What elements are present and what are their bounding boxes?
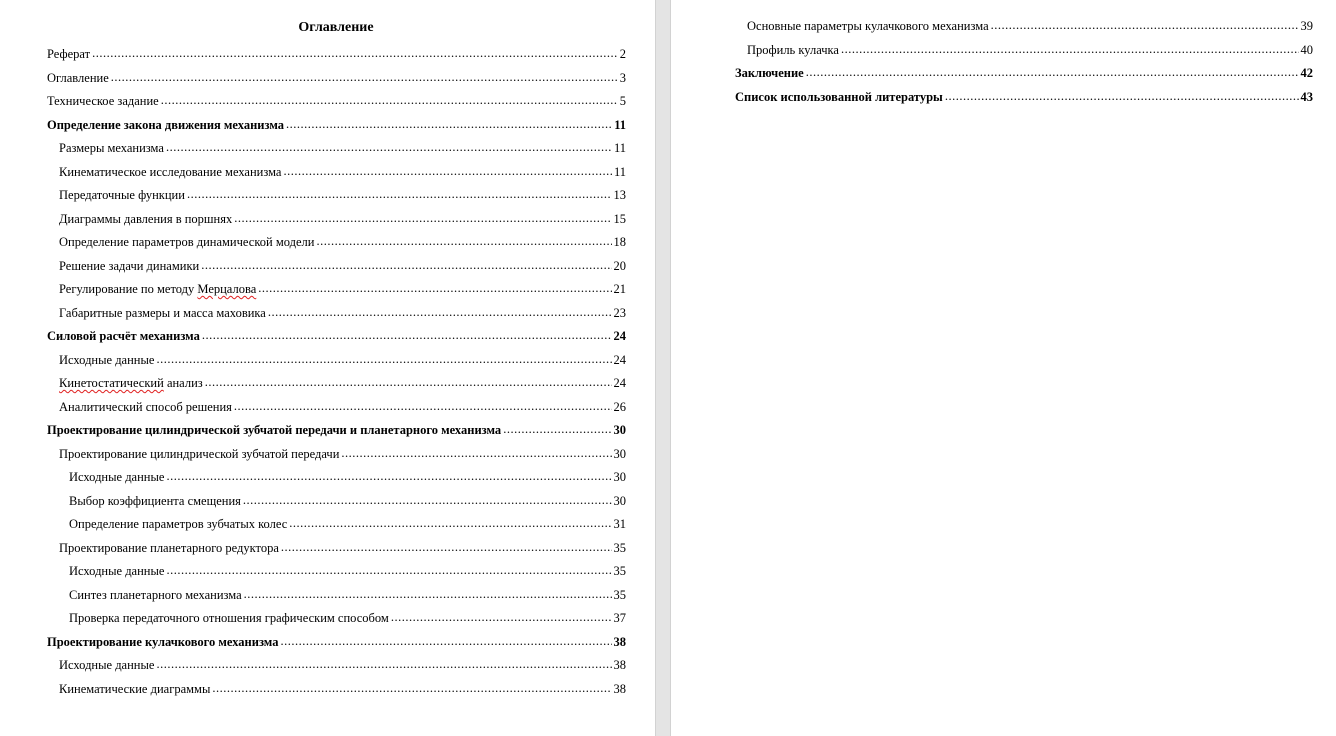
toc-chapter-entry[interactable]: [47, 420, 626, 444]
toc-entry[interactable]: [47, 373, 626, 397]
toc-entry-text: Техническое задание: [47, 94, 159, 108]
toc-entry-page: 24: [613, 376, 626, 390]
toc-entry[interactable]: [47, 279, 626, 303]
toc-entry[interactable]: [47, 397, 626, 421]
toc-entry-text: [59, 279, 256, 299]
toc-leader-dots: [945, 86, 1299, 106]
toc-entry[interactable]: [47, 561, 626, 585]
toc-entry-text: Размеры механизма: [59, 141, 164, 155]
toc-entry-text: Определение параметров зубчатых колес: [69, 517, 288, 531]
toc-leader-dots: [166, 137, 612, 157]
toc-entry[interactable]: [47, 44, 626, 68]
toc-leader-dots: [201, 255, 611, 275]
toc-entry-page: 20: [613, 258, 626, 273]
toc-leader-dots: [289, 513, 611, 533]
toc-entry[interactable]: [47, 655, 626, 679]
toc-entry-page: 38: [613, 658, 626, 672]
toc-entry-page: 11: [613, 141, 626, 155]
toc-entry-text: Проектирование цилиндрической зубчатой передачи: [59, 446, 340, 461]
toc-leader-dots: [244, 584, 612, 604]
toc-entry-text: Силовой расчёт механизма: [47, 329, 200, 343]
toc-leader-dots: [391, 607, 612, 627]
toc-entry-text: Диаграммы давления в поршнях: [59, 211, 233, 226]
toc-entry-page: 35: [613, 564, 626, 578]
toc-entry[interactable]: [47, 162, 626, 186]
toc-entry-page: 30: [613, 493, 626, 508]
toc-entry-text: Основные параметры кулачкового механизма: [747, 19, 989, 33]
toc-entry-text: Список использованной литературы: [735, 89, 943, 104]
toc-entry-page: 21: [613, 282, 626, 296]
toc-leader-dots: [166, 466, 611, 486]
toc-entry-text: Определение закона движения механизма: [47, 117, 284, 132]
toc-entry[interactable]: [47, 491, 626, 515]
toc-leader-dots: [111, 67, 618, 87]
toc-list-left: [47, 44, 626, 702]
toc-entry[interactable]: [47, 679, 626, 703]
toc-entry-text: Оглавление: [47, 70, 109, 85]
toc-entry-page: 38: [613, 681, 626, 696]
toc-leader-dots: [234, 208, 611, 228]
toc-entry-text: Синтез планетарного механизма: [69, 587, 242, 602]
toc-entry[interactable]: [47, 185, 626, 209]
toc-leader-dots: [243, 490, 612, 510]
toc-leader-dots: [156, 349, 611, 369]
toc-entry-text: Аналитический способ решения: [59, 399, 232, 414]
toc-entry-page: 11: [613, 164, 626, 179]
toc-entry-page: 11: [614, 117, 626, 132]
toc-leader-dots: [841, 39, 1299, 59]
toc-entry-text: Исходные данные: [59, 658, 155, 672]
toc-entry-text: Проектирование планетарного редуктора: [59, 540, 279, 555]
toc-entry-page: 24: [613, 329, 626, 343]
toc-entry[interactable]: [47, 538, 626, 562]
toc-entry-text: Габаритные размеры и масса маховика: [59, 305, 266, 320]
toc-chapter-entry[interactable]: [735, 87, 1313, 111]
toc-list-right: [735, 16, 1313, 110]
toc-entry-page: 35: [613, 540, 626, 555]
toc-entry-page: 38: [613, 634, 626, 649]
toc-entry-text: Кинематическое исследование механизма: [59, 164, 282, 179]
toc-entry[interactable]: [47, 256, 626, 280]
toc-entry-text-plain: Регулирование по методу: [59, 282, 198, 296]
toc-leader-dots: [205, 372, 612, 392]
toc-entry[interactable]: [47, 350, 626, 374]
toc-chapter-entry[interactable]: [47, 115, 626, 139]
toc-leader-dots: [991, 15, 1299, 35]
toc-entry[interactable]: [47, 209, 626, 233]
toc-entry[interactable]: [735, 40, 1313, 64]
toc-entry-page: 40: [1300, 42, 1313, 57]
toc-entry-text: [59, 373, 203, 393]
toc-entry-text: Проверка передаточного отношения графическим способом: [69, 611, 389, 625]
toc-leader-dots: [156, 654, 611, 674]
toc-entry[interactable]: [47, 303, 626, 327]
toc-entry-page: 26: [613, 399, 626, 414]
toc-entry[interactable]: [47, 514, 626, 538]
toc-entry-text: Проектирование цилиндрической зубчатой передачи и планетарного механизма: [47, 423, 502, 437]
toc-entry-text: Исходные данные: [59, 352, 155, 367]
toc-entry-text: Исходные данные: [69, 564, 165, 578]
toc-entry[interactable]: [735, 16, 1313, 40]
toc-chapter-entry[interactable]: [47, 326, 626, 350]
toc-entry-page: 30: [613, 470, 626, 484]
toc-entry-text: Передаточные функции: [59, 188, 185, 202]
toc-entry-text-plain: анализ: [163, 376, 203, 390]
document-page-right: [671, 0, 1336, 736]
toc-entry[interactable]: [47, 467, 626, 491]
toc-leader-dots: [341, 443, 611, 463]
toc-entry-text: Реферат: [47, 47, 91, 61]
toc-entry-page: 2: [619, 47, 626, 61]
toc-leader-dots: [202, 325, 612, 345]
toc-entry-page: 35: [613, 587, 626, 602]
toc-entry-page: 43: [1300, 89, 1313, 104]
toc-entry-text: Выбор коэффициента смещения: [69, 493, 241, 508]
toc-entry-page: 23: [613, 305, 626, 320]
toc-leader-dots: [280, 631, 611, 651]
toc-entry-text: Исходные данные: [69, 470, 165, 484]
toc-entry-page: 13: [613, 188, 626, 202]
toc-entry[interactable]: [47, 232, 626, 256]
toc-entry-page: 5: [619, 94, 626, 108]
toc-leader-dots: [281, 537, 612, 557]
toc-entry-page: 30: [613, 446, 626, 461]
toc-entry[interactable]: [47, 585, 626, 609]
toc-entry-page: 3: [619, 70, 626, 85]
toc-entry-page: 31: [613, 517, 626, 531]
toc-leader-dots: [166, 560, 611, 580]
toc-entry-text: Профиль кулачка: [747, 42, 839, 57]
toc-leader-dots: [316, 231, 611, 251]
toc-entry-page: 37: [613, 611, 626, 625]
page-gutter: [655, 0, 671, 736]
toc-entry[interactable]: [47, 68, 626, 92]
toc-leader-dots: [268, 302, 612, 322]
toc-leader-dots: [286, 114, 612, 134]
toc-leader-dots: [92, 43, 618, 63]
toc-leader-dots: [161, 90, 618, 110]
toc-leader-dots: [187, 184, 612, 204]
toc-leader-dots: [212, 678, 611, 698]
toc-entry-page: 39: [1300, 19, 1313, 33]
toc-leader-dots: [234, 396, 612, 416]
toc-leader-dots: [503, 419, 611, 439]
toc-entry-page: 15: [613, 211, 626, 226]
spellcheck-marked-word[interactable]: Мерцалова: [197, 282, 257, 296]
toc-entry-text: Кинематические диаграммы: [59, 681, 211, 696]
toc-entry-text: Заключение: [735, 66, 804, 80]
toc-entry[interactable]: [47, 608, 626, 632]
document-page-left: [0, 0, 655, 736]
toc-leader-dots: [283, 161, 611, 181]
toc-chapter-entry[interactable]: [735, 63, 1313, 87]
toc-entry[interactable]: [47, 91, 626, 115]
toc-leader-dots: [806, 62, 1299, 82]
toc-entry-text: Проектирование кулачкового механизма: [47, 634, 279, 649]
toc-chapter-entry[interactable]: [47, 632, 626, 656]
toc-title: Оглавление: [298, 20, 374, 35]
toc-entry-page: 42: [1300, 66, 1313, 80]
toc-entry[interactable]: [47, 138, 626, 162]
toc-entry-page: 24: [613, 352, 626, 367]
toc-leader-dots: [258, 278, 611, 298]
toc-entry-text: Определение параметров динамической модели: [59, 235, 315, 249]
spellcheck-marked-word[interactable]: Кинетостатический: [59, 376, 164, 390]
toc-entry-page: 18: [613, 235, 626, 249]
toc-entry-text: Решение задачи динамики: [59, 258, 200, 273]
toc-entry-page: 30: [613, 423, 626, 437]
toc-entry[interactable]: [47, 444, 626, 468]
